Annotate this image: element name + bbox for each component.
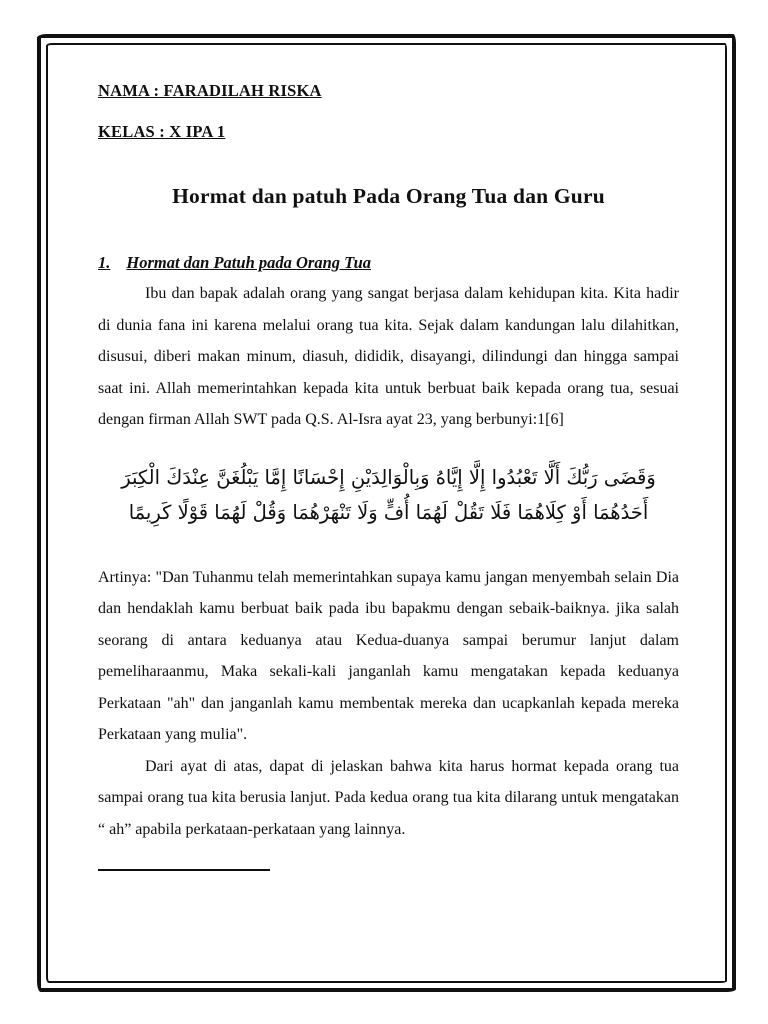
- paragraph-intro: Ibu dan bapak adalah orang yang sangat berjasa dalam kehidupan kita. Kita hadir di dunia fana ini karena melalui orang tua kita. Sejak dalam kandungan lalu dilahitkan, disusui, diberi makan minum, diasuh, dididik, disayangi, dilindungi dan hingga sampai saat ini. Allah memerintahkan kepada kita untuk berbuat baik kepada orang tua, sesuai dengan firman Allah SWT pada Q.S. Al-Isra ayat 23, yang berbunyi:1[6]: [98, 285, 679, 429]
- paragraph-closing: Dari ayat di atas, dapat di jelaskan bahwa kita harus hormat kepada orang tua sampai orang tua kita berusia lanjut. Pada kedua orang tua kita dilarang untuk mengatakan “ ah” apabila perkataan-perkataan yang lainnya.: [98, 757, 679, 838]
- page-content: [48, 45, 725, 871]
- section-title: Hormat dan Patuh pada Orang Tua: [126, 253, 372, 272]
- page-border-outer: [37, 34, 736, 992]
- section-number: 1.: [98, 253, 111, 272]
- document-title: Hormat dan patuh Pada Orang Tua dan Guru: [172, 184, 605, 208]
- footnote-separator: [98, 869, 270, 871]
- paragraph-translation: Artinya: "Dan Tuhanmu telah memerintahkan supaya kamu jangan menyembah selain Dia dan hendaklah kamu berbuat baik pada ibu bapakmu dengan sebaik-baiknya. jika salah seorang di antara keduanya atau Kedua-duanya sampai berumur lanjut dalam pemeliharaanmu, Maka sekali-kali janganlah kamu mengatakan kepada keduanya Perkataan "ah" dan janganlah kamu membentak mereka dan ucapkanlah kepada mereka Perkataan yang mulia".: [98, 568, 679, 744]
- page-border-inner: [46, 43, 727, 983]
- section-heading: [98, 253, 679, 273]
- student-name: NAMA : FARADILAH RISKA: [98, 81, 322, 100]
- arabic-verse: وَقَضَى رَبُّكَ أَلَّا تَعْبُدُوا إِلَّا إِيَّاهُ وَبِالْوَالِدَيْنِ إِحْسَانًا إِمَّا يَبْلُغَنَّ عِنْدَكَ الْكِبَرَ أَحَدُهُمَا أَوْ كِلَاهُمَا فَلَا تَقُلْ لَهُمَا أُفٍّ وَلَا تَنْهَرْهُمَا وَقُلْ لَهُمَا قَوْلًا كَرِيمًا: [121, 465, 656, 524]
- student-class: KELAS : X IPA 1: [98, 122, 226, 141]
